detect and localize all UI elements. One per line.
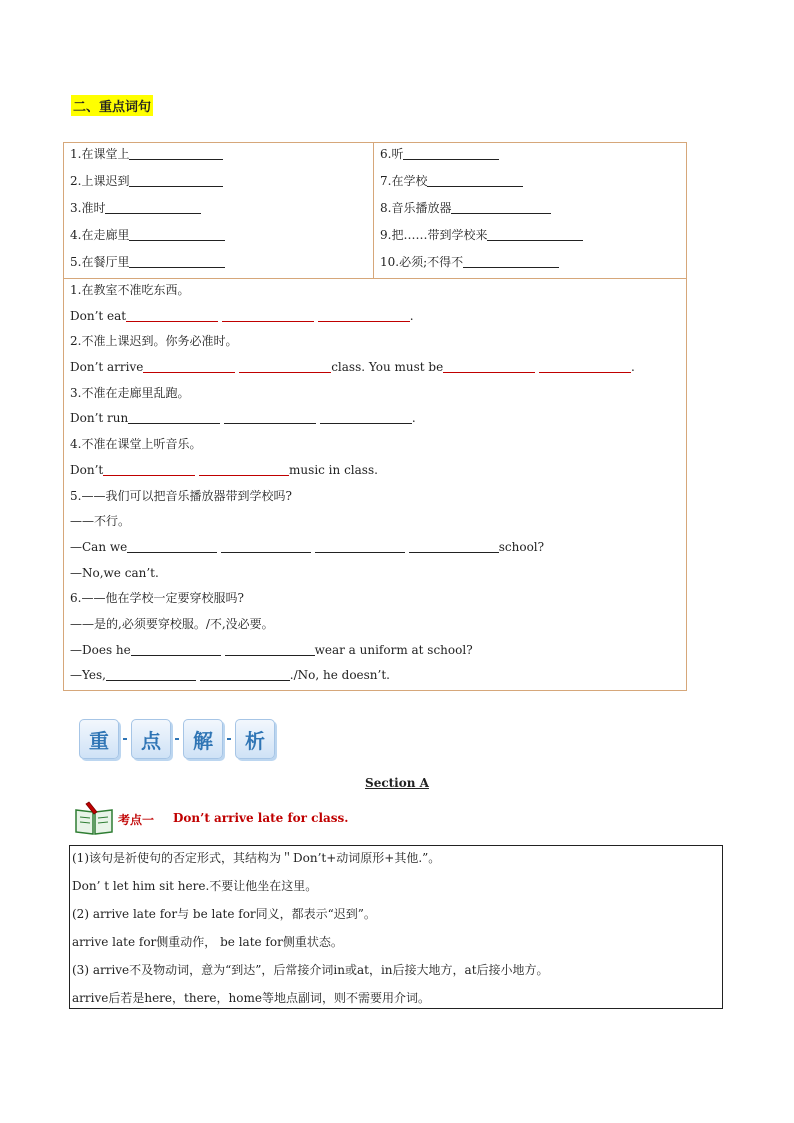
section-heading [0,776,794,790]
section-heading-text: Section A [365,776,429,790]
answer-blank[interactable] [143,358,235,373]
sentence-en [70,459,680,485]
answer-blank[interactable] [129,145,223,160]
answer-blank[interactable] [200,666,290,681]
vocab-label: 9.把……带到学校来 [380,228,488,242]
vocab-item [380,170,680,197]
vocab-item [380,251,680,278]
answer-blank[interactable] [128,409,220,424]
note-line: Don’ t let him sit here.不要让他坐在这里。 [72,879,318,893]
sentence-text: ./No, he doesn’t. [289,668,390,683]
answer-blank[interactable] [106,666,196,681]
answer-blank[interactable] [487,226,583,241]
answer-blank[interactable] [126,307,218,322]
vocab-item [70,170,367,197]
sentence-cn: 4.不准在课堂上听音乐。 [70,437,202,452]
vocab-label: 2.上课迟到 [70,174,130,188]
answer-blank[interactable] [129,226,225,241]
sentence-text: —Does he [70,642,131,657]
answer-blank[interactable] [129,253,225,268]
vocab-table [63,142,687,691]
vocab-rows [64,143,686,278]
vocab-right-column [374,143,686,278]
note-line: (2) arrive late for与 be late for同义，都表示“迟到”。 [72,907,376,921]
sentence-en [70,664,680,690]
sentence-text: music in class. [289,462,378,477]
note-line: arrive late for侧重动作， be late for侧重状态。 [72,935,343,949]
answer-blank[interactable] [221,538,311,553]
section-title: 二、重点词句 [71,95,153,116]
sentence-text: Don’t eat [70,308,127,323]
sentence-en [70,639,680,665]
sentence-text: Don’t arrive [70,360,144,375]
sentence-en [70,407,680,433]
badge-connector [123,738,127,740]
badge-xi: 析 [235,719,275,759]
answer-blank[interactable] [239,358,331,373]
sentence-cn: 5.——我们可以把音乐播放器带到学校吗? [70,488,292,503]
sentence-cn: 2.不准上课迟到。你务必准时。 [70,334,238,349]
answer-blank[interactable] [225,641,315,656]
explanation-box [69,845,723,1009]
answer-blank[interactable] [451,199,551,214]
sentence-cn: ——是的,必须要穿校服。/不,没必要。 [70,616,274,631]
sentence-cn: 6.——他在学校一定要穿校服吗? [70,591,244,606]
answer-blank[interactable] [320,409,412,424]
sentence-text: Don’t run [70,411,129,426]
sentence-cn: 3.不准在走廊里乱跑。 [70,385,190,400]
sentence-text: Don’t [70,462,104,477]
vocab-item [70,224,367,251]
answer-blank[interactable] [403,145,499,160]
answer-blank[interactable] [199,461,289,476]
book-pen-icon [73,800,115,836]
vocab-label: 5.在餐厅里 [70,255,130,269]
sentence-text: wear a uniform at school? [314,642,473,657]
sentence-cn: 1.在教室不准吃东西。 [70,283,190,297]
sentence-en [70,305,680,331]
answer-blank[interactable] [129,172,223,187]
sentence-text: —Yes, [70,668,106,683]
sentence-en: —No,we can’t. [70,565,159,580]
answer-blank[interactable] [443,358,535,373]
badge-jie: 解 [183,719,223,759]
sentence-text: —Can we [70,539,128,554]
kaodian-label: 考点一 [118,813,155,827]
vocab-label: 10.必须;不得不 [380,255,464,269]
answer-blank[interactable] [427,172,523,187]
vocab-label: 8.音乐播放器 [380,201,452,215]
answer-blank[interactable] [539,358,631,373]
vocab-item [380,224,680,251]
note-line: (1)该句是祈使句的否定形式，其结构为＂Don’t+动词原形+其他.”。 [72,851,441,865]
vocab-item [380,197,680,224]
sentence-en [70,536,680,562]
vocab-item [70,143,367,170]
answer-blank[interactable] [222,307,314,322]
answer-blank[interactable] [318,307,410,322]
badge-connector [227,738,231,740]
answer-blank[interactable] [105,199,201,214]
vocab-label: 1.在课堂上 [70,147,130,161]
answer-blank[interactable] [224,409,316,424]
badge-dian: 点 [131,719,171,759]
note-line: arrive后若是here，there，home等地点副词，则不需要用介词。 [72,991,430,1005]
sentence-text: . [631,360,635,375]
kaodian-title: Don’t arrive late for class. [173,811,349,825]
vocab-left-column [64,143,374,278]
answer-blank[interactable] [127,538,217,553]
badge-zhong: 重 [79,719,119,759]
key-analysis-banner [79,719,275,759]
vocab-label: 7.在学校 [380,174,428,188]
sentence-text: class. You must be [331,360,444,375]
sentence-text: school? [498,539,545,554]
vocab-item [70,251,367,278]
answer-blank[interactable] [131,641,221,656]
sentence-section [64,278,686,690]
answer-blank[interactable] [103,461,195,476]
note-line: (3) arrive不及物动词，意为“到达”，后常接介词in或at，in后接大地方，at后接小地方。 [72,963,549,977]
vocab-label: 3.准时 [70,201,106,215]
sentence-text: . [409,308,414,323]
answer-blank[interactable] [315,538,405,553]
badge-connector [175,738,179,740]
answer-blank[interactable] [463,253,559,268]
sentence-cn: ——不行。 [70,514,131,529]
sentence-en [70,356,680,382]
sentence-text: . [411,411,416,426]
vocab-label: 6.听 [380,147,404,161]
vocab-item [70,197,367,224]
vocab-label: 4.在走廊里 [70,228,130,242]
answer-blank[interactable] [409,538,499,553]
vocab-item [380,143,680,170]
